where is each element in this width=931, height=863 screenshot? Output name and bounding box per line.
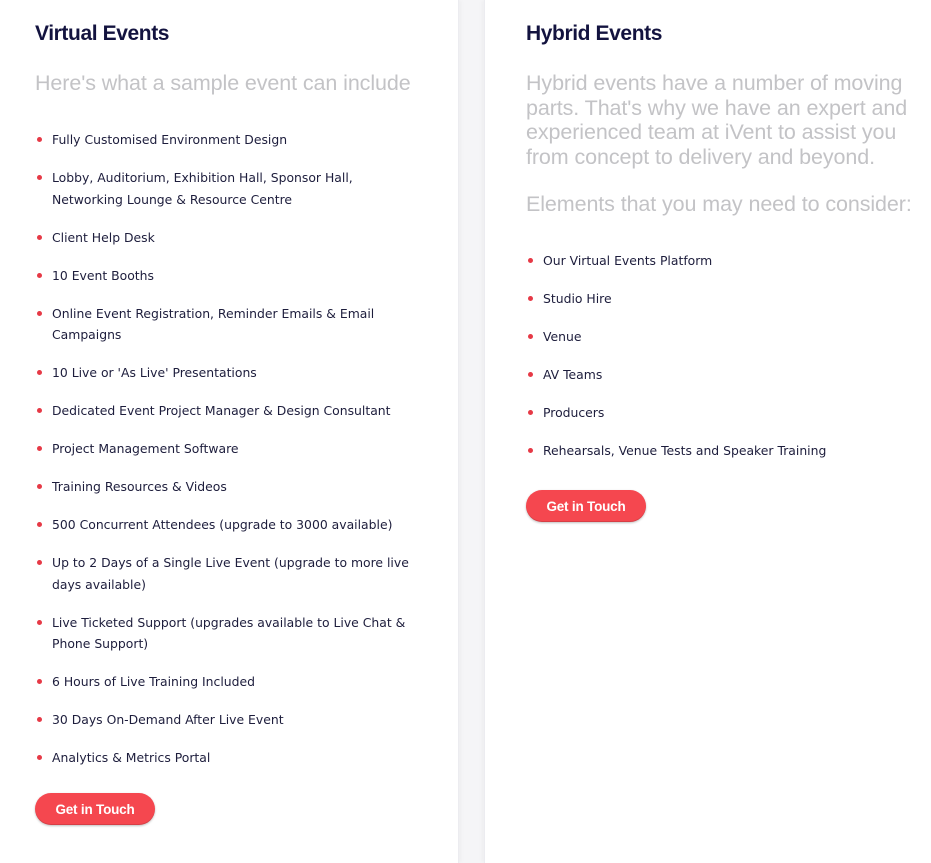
list-item-label: Analytics & Metrics Portal	[52, 750, 211, 765]
virtual-events-title: Virtual Events	[35, 22, 170, 45]
list-item	[36, 362, 426, 384]
list-item	[36, 438, 426, 460]
list-item-label: Client Help Desk	[52, 229, 155, 245]
bullet-dot-icon	[528, 296, 533, 301]
list-item-label: 500 Concurrent Attendees (upgrade to 3000 available)	[52, 517, 393, 532]
list-item	[36, 167, 426, 210]
bullet-dot-icon	[37, 446, 42, 451]
list-item	[527, 402, 917, 424]
list-item-label: Online Event Registration, Reminder Emails & Email Campaigns	[52, 305, 375, 342]
hybrid-get-in-touch-button[interactable]: Get in Touch	[526, 490, 646, 522]
list-item	[36, 671, 426, 693]
list-item	[36, 265, 426, 287]
hybrid-events-list	[527, 250, 917, 462]
list-item-label: Rehearsals, Venue Tests and Speaker Training	[543, 443, 827, 458]
list-item	[36, 476, 426, 498]
list-item	[36, 303, 426, 346]
bullet-dot-icon	[37, 408, 42, 413]
bullet-dot-icon	[37, 370, 42, 375]
list-item	[36, 514, 426, 536]
list-item	[36, 400, 426, 422]
bullet-dot-icon	[37, 620, 42, 625]
virtual-events-card	[0, 0, 459, 863]
list-item-label: Studio Hire	[543, 291, 612, 306]
list-item	[527, 440, 917, 462]
virtual-events-intro: Here's what a sample event can include	[35, 71, 411, 95]
list-item-label: Lobby, Auditorium, Exhibition Hall, Sponsor Hall, Networking Lounge & Resource Centre	[52, 170, 353, 207]
list-item	[36, 709, 426, 731]
list-item	[36, 552, 426, 595]
list-item-label: Producers	[543, 405, 605, 420]
virtual-events-list	[36, 129, 426, 769]
list-item-label: Up to 2 Days of a Single Live Event (upgrade to more live days available)	[52, 555, 409, 592]
bullet-dot-icon	[37, 560, 42, 565]
list-item	[36, 227, 426, 249]
list-item	[527, 288, 917, 310]
virtual-get-in-touch-button[interactable]: Get in Touch	[35, 793, 155, 825]
bullet-dot-icon	[37, 137, 42, 142]
list-item-label: Training Resources & Videos	[52, 479, 227, 494]
hybrid-events-intro: Hybrid events have a number of moving parts. That's why we have an expert and experienced team at iVent to assist you from concept to delivery and beyond.	[526, 71, 908, 169]
bullet-dot-icon	[37, 273, 42, 278]
hybrid-events-title: Hybrid Events	[526, 22, 663, 45]
list-item-label: Project Management Software	[52, 441, 239, 456]
bullet-dot-icon	[37, 235, 42, 240]
list-item-label: Our Virtual Events Platform	[543, 253, 713, 268]
bullet-dot-icon	[37, 484, 42, 489]
list-item	[527, 250, 917, 272]
bullet-dot-icon	[528, 258, 533, 263]
bullet-dot-icon	[528, 410, 533, 415]
bullet-dot-icon	[528, 334, 533, 339]
list-item	[36, 747, 426, 769]
list-item-label: 10 Event Booths	[52, 267, 154, 283]
bullet-dot-icon	[37, 522, 42, 527]
list-item-label: Dedicated Event Project Manager & Design Consultant	[52, 403, 391, 418]
hybrid-events-card	[484, 0, 931, 863]
list-item-label: Venue	[543, 329, 582, 344]
list-item	[527, 364, 917, 386]
list-item-label: Live Ticketed Support (upgrades available to Live Chat & Phone Support)	[52, 614, 406, 651]
list-item-label: 10 Live or 'As Live' Presentations	[52, 365, 257, 380]
list-item-label: AV Teams	[543, 367, 603, 382]
bullet-dot-icon	[37, 717, 42, 722]
list-item-label: Fully Customised Environment Design	[52, 132, 288, 147]
bullet-dot-icon	[37, 175, 42, 180]
bullet-dot-icon	[37, 311, 42, 316]
list-item	[36, 612, 426, 655]
hybrid-events-subintro: Elements that you may need to consider:	[526, 192, 912, 216]
bullet-dot-icon	[528, 372, 533, 377]
list-item	[527, 326, 917, 348]
bullet-dot-icon	[37, 755, 42, 760]
list-item-label: 30 Days On-Demand After Live Event	[52, 712, 284, 727]
list-item-label: 6 Hours of Live Training Included	[52, 674, 255, 689]
bullet-dot-icon	[37, 679, 42, 684]
list-item	[36, 129, 426, 151]
bullet-dot-icon	[528, 448, 533, 453]
